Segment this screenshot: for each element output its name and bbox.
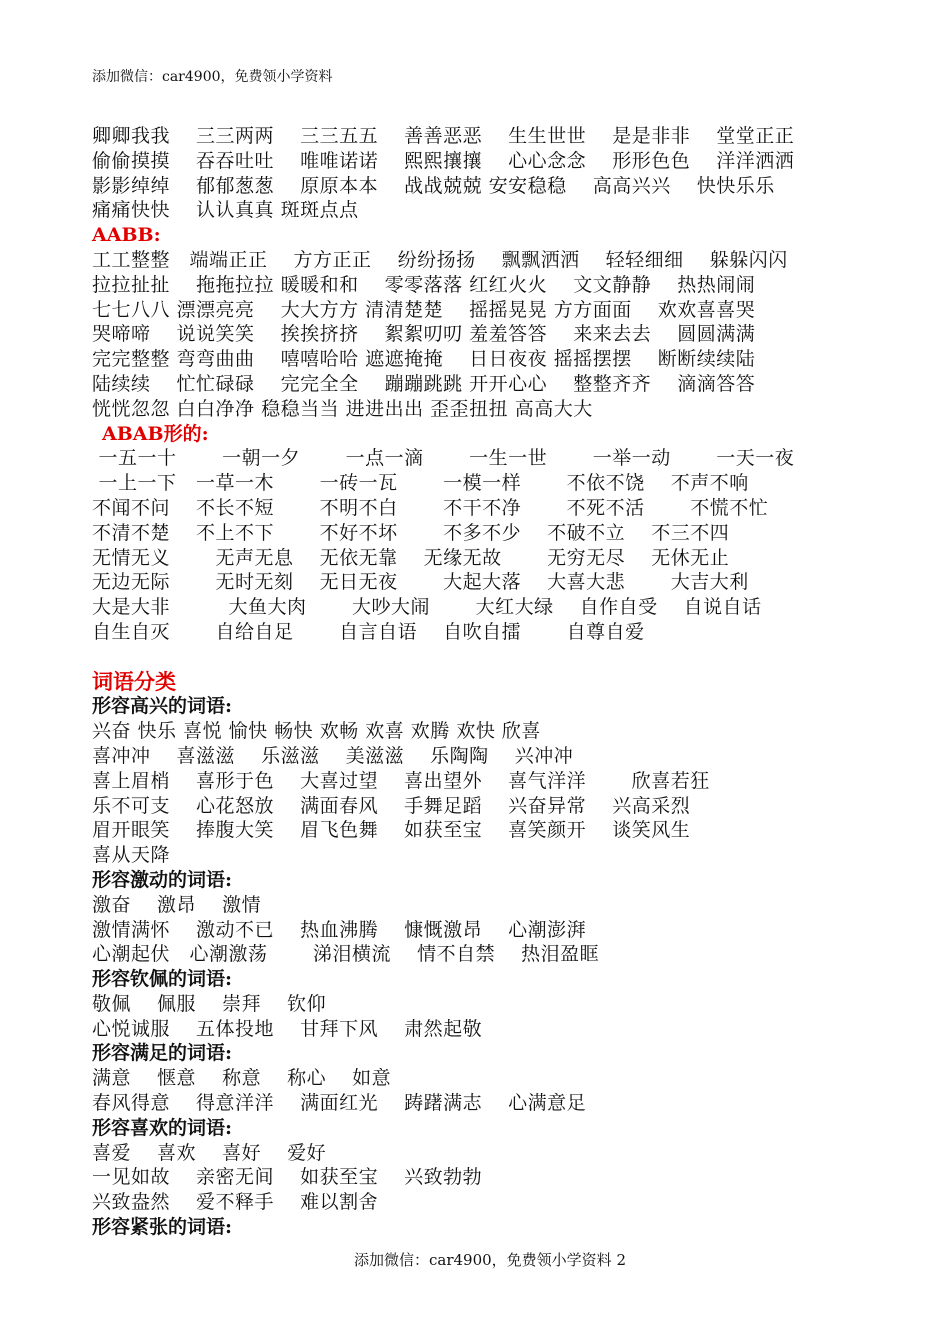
text-line: 哭啼啼 说说笑笑 挨挨挤挤 絮絮叨叨 羞羞答答 来来去去 圆圆满满 [92, 323, 756, 346]
text-line: 大是大非 大鱼大肉 大吵大闹 大红大绿 自作自受 自说自话 [92, 596, 762, 619]
category-admire [92, 967, 912, 1041]
category-happy [92, 694, 912, 868]
document-body [92, 124, 912, 1240]
idiom-group-aabb [92, 223, 912, 421]
text-line: 喜冲冲 喜滋滋 乐滋滋 美滋滋 乐陶陶 兴冲冲 [92, 744, 574, 767]
text-line: 一上一下 一草一木 一砖一瓦 一模一样 不依不饶 不声不响 [92, 472, 749, 495]
text-line: 自生自灭 自给自足 自言自语 自吹自擂 自尊自爱 [92, 620, 645, 643]
category-label: 形容高兴的词语: [92, 695, 233, 718]
category-like [92, 1116, 912, 1215]
text-line: 心潮起伏 心潮激荡 涕泪横流 情不自禁 热泪盈眶 [92, 943, 600, 966]
text-line: 恍恍忽忽 白白净净 稳稳当当 进进出出 歪歪扭扭 高高大大 [92, 397, 593, 420]
text-line: 完完整整 弯弯曲曲 嘻嘻哈哈 遮遮掩掩 日日夜夜 摇摇摆摆 断断续续陆 [92, 348, 756, 371]
text-line: 喜上眉梢 喜形于色 大喜过望 喜出望外 喜气洋洋 欣喜若狂 [92, 769, 710, 792]
text-line: 满意 惬意 称意 称心 如意 [92, 1067, 392, 1090]
text-line: 兴奋 快乐 喜悦 愉快 畅快 欢畅 欢喜 欢腾 欢快 欣喜 [92, 720, 541, 743]
text-line: 无边无际 无时无刻 无日无夜 大起大落 大喜大悲 大吉大利 [92, 571, 749, 594]
text-line: 兴致盎然 爱不释手 难以割舍 [92, 1191, 379, 1214]
idiom-group-abab [92, 422, 912, 645]
text-line: 七七八八 漂漂亮亮 大大方方 清清楚楚 摇摇晃晃 方方面面 欢欢喜喜哭 [92, 298, 756, 321]
text-line: 喜从天降 [92, 844, 171, 867]
category-nervous [92, 1215, 912, 1240]
text-line: 春风得意 得意洋洋 满面红光 踌躇满志 心满意足 [92, 1092, 587, 1115]
page-footer: 添加微信：car4900，免费领小学资料 2 [353, 1251, 626, 1269]
text-line: 一五一十 一朝一夕 一点一滴 一生一世 一举一动 一天一夜 [92, 447, 795, 470]
text-line: 激奋 激昂 激情 [92, 893, 262, 916]
text-line: 敬佩 佩服 崇拜 钦仰 [92, 992, 327, 1015]
page-header: 添加微信：car4900，免费领小学资料 [92, 69, 333, 85]
text-line: 拉拉扯扯 拖拖拉拉 暖暖和和 零零落落 红红火火 文文静静 热热闹闹 [92, 273, 756, 296]
group-label: ABAB形的: [102, 422, 209, 445]
text-line: 工工整整 端端正正 方方正正 纷纷扬扬 飘飘洒洒 轻轻细细 躲躲闪闪 [92, 248, 788, 271]
text-line: 喜爱 喜欢 喜好 爱好 [92, 1141, 327, 1164]
text-line: 影影绰绰 郁郁葱葱 原原本本 战战兢兢 安安稳稳 高高兴兴 快快乐乐 [92, 174, 775, 197]
category-label: 形容钦佩的词语: [92, 968, 233, 991]
text-line: 陆续续 忙忙碌碌 完完全全 蹦蹦跳跳 开开心心 整整齐齐 滴滴答答 [92, 372, 756, 395]
category-excited [92, 868, 912, 967]
category-label: 形容喜欢的词语: [92, 1116, 233, 1139]
text-line: 激情满怀 激动不已 热血沸腾 慷慨激昂 心潮澎湃 [92, 918, 587, 941]
category-satisfied [92, 1041, 912, 1115]
text-line: 眉开眼笑 捧腹大笑 眉飞色舞 如获至宝 喜笑颜开 谈笑风生 [92, 819, 691, 842]
category-label: 形容满足的词语: [92, 1042, 233, 1065]
text-line: 不清不楚 不上不下 不好不坏 不多不少 不破不立 不三不四 [92, 521, 730, 544]
text-line: 卿卿我我 三三两两 三三五五 善善恶恶 生生世世 是是非非 堂堂正正 [92, 125, 795, 147]
text-line: 一见如故 亲密无间 如获至宝 兴致勃勃 [92, 1166, 483, 1189]
idiom-group-intro [92, 124, 912, 223]
text-line: 心悦诚服 五体投地 甘拜下风 肃然起敬 [92, 1017, 483, 1040]
text-line: 乐不可支 心花怒放 满面春风 手舞足蹈 兴奋异常 兴高采烈 [92, 794, 691, 817]
category-label: 形容激动的词语: [92, 868, 233, 891]
text-line: 无情无义 无声无息 无依无靠 无缘无故 无穷无尽 无休无止 [92, 546, 730, 569]
text-line: 偷偷摸摸 吞吞吐吐 唯唯诺诺 熙熙攘攘 心心念念 形形色色 洋洋洒洒 [92, 149, 795, 172]
text-line: 痛痛快快 认认真真 斑斑点点 [92, 199, 359, 222]
section-title: 词语分类 [92, 668, 176, 694]
group-label: AABB: [92, 224, 161, 247]
category-label: 形容紧张的词语: [92, 1216, 233, 1239]
text-line: 不闻不问 不长不短 不明不白 不干不净 不死不活 不慌不忙 [92, 496, 769, 519]
